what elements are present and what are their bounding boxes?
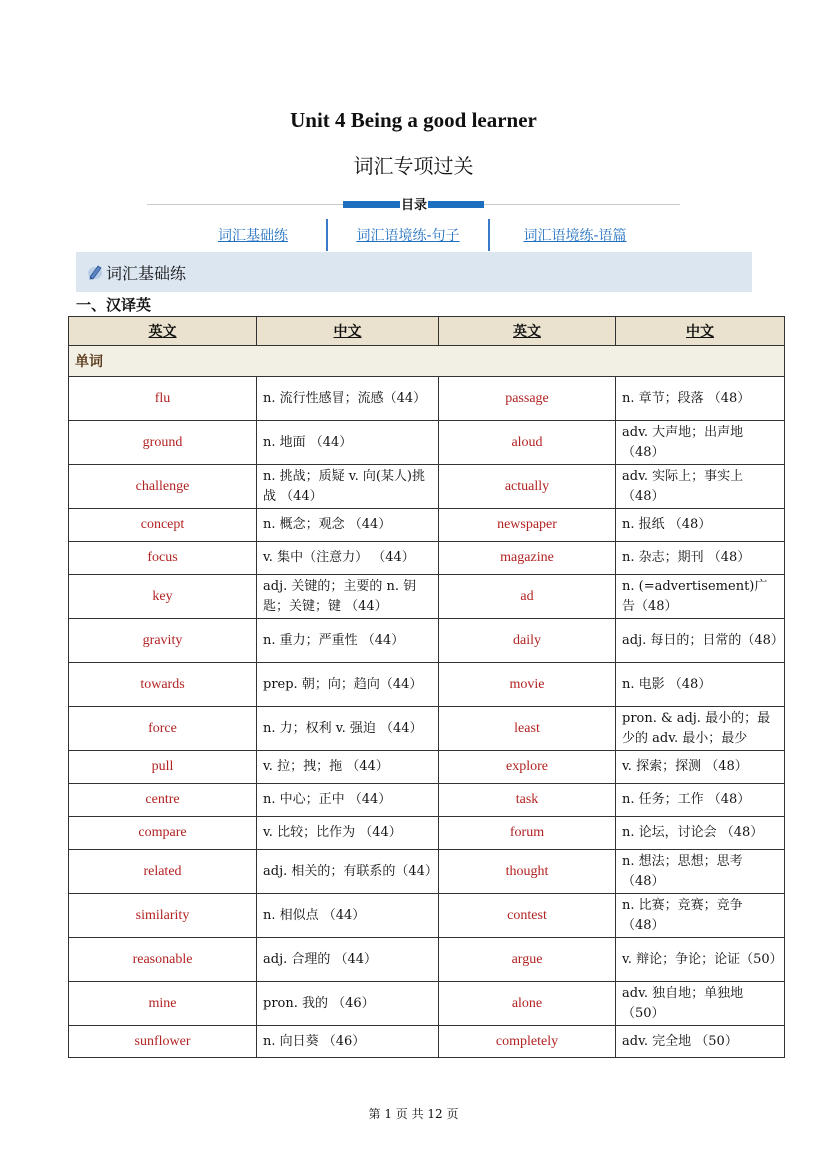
word-chinese: n. 流行性感冒；流感（44）: [257, 377, 439, 421]
word-chinese: adj. 关键的；主要的 n. 钥匙；关键；键 （44）: [257, 575, 439, 619]
table-row: [69, 850, 785, 894]
word-chinese: adv. 独自地；单独地（50）: [616, 982, 785, 1026]
word-english: concept: [69, 509, 257, 542]
table-row: [69, 575, 785, 619]
word-english: reasonable: [69, 938, 257, 982]
word-english: actually: [439, 465, 616, 509]
word-english: argue: [439, 938, 616, 982]
table-row: [69, 465, 785, 509]
word-english: key: [69, 575, 257, 619]
header-english: 英文: [439, 317, 616, 346]
word-english: similarity: [69, 894, 257, 938]
word-chinese: n. 向日葵 （46）: [257, 1026, 439, 1058]
word-english: force: [69, 707, 257, 751]
word-english: daily: [439, 619, 616, 663]
table-row: [69, 421, 785, 465]
word-chinese: n. 杂志；期刊 （48）: [616, 542, 785, 575]
word-english: related: [69, 850, 257, 894]
header-chinese: 中文: [616, 317, 785, 346]
table-row: [69, 1026, 785, 1058]
table-row: [69, 619, 785, 663]
document-subtitle: 词汇专项过关: [353, 154, 474, 178]
word-english: newspaper: [439, 509, 616, 542]
word-chinese: n. 概念；观念 （44）: [257, 509, 439, 542]
table-row: [69, 707, 785, 751]
pencil-icon: [86, 263, 104, 281]
word-english: task: [439, 784, 616, 817]
table-row: [69, 784, 785, 817]
word-english: focus: [69, 542, 257, 575]
word-english: gravity: [69, 619, 257, 663]
header-chinese: 中文: [257, 317, 439, 346]
word-english: flu: [69, 377, 257, 421]
word-english: magazine: [439, 542, 616, 575]
table-row: [69, 894, 785, 938]
word-chinese: adv. 大声地；出声地（48）: [616, 421, 785, 465]
toc-link-sentence[interactable]: 词汇语境练-句子: [356, 228, 460, 244]
header-english: 英文: [69, 317, 257, 346]
word-chinese: pron. 我的 （46）: [257, 982, 439, 1026]
word-english: thought: [439, 850, 616, 894]
word-chinese: n. 相似点 （44）: [257, 894, 439, 938]
word-chinese: adv. 实际上；事实上（48）: [616, 465, 785, 509]
table-row: [69, 542, 785, 575]
word-english: forum: [439, 817, 616, 850]
word-chinese: n. 比赛；竞赛；竞争（48）: [616, 894, 785, 938]
section-header: [76, 252, 752, 292]
table-row: [69, 509, 785, 542]
word-english: explore: [439, 751, 616, 784]
word-english: towards: [69, 663, 257, 707]
group-label: 单词: [69, 346, 785, 377]
word-chinese: n. 论坛，讨论会 （48）: [616, 817, 785, 850]
word-chinese: adj. 相关的；有联系的（44）: [257, 850, 439, 894]
word-english: least: [439, 707, 616, 751]
word-chinese: v. 比较；比作为 （44）: [257, 817, 439, 850]
toc-links: [180, 219, 660, 251]
word-chinese: v. 探索；探测 （48）: [616, 751, 785, 784]
section-title: 词汇基础练: [106, 263, 187, 283]
table-row: [69, 377, 785, 421]
word-chinese: n. 力；权利 v. 强迫 （44）: [257, 707, 439, 751]
word-english: sunflower: [69, 1026, 257, 1058]
word-chinese: n. 地面 （44）: [257, 421, 439, 465]
table-row: [69, 817, 785, 850]
word-chinese: n. 章节；段落 （48）: [616, 377, 785, 421]
part-title: 一、汉译英: [76, 296, 152, 314]
word-english: passage: [439, 377, 616, 421]
word-chinese: v. 集中（注意力） （44）: [257, 542, 439, 575]
word-english: completely: [439, 1026, 616, 1058]
word-chinese: n. 中心；正中 （44）: [257, 784, 439, 817]
word-english: ad: [439, 575, 616, 619]
table-row: [69, 751, 785, 784]
word-chinese: prep. 朝；向；趋向（44）: [257, 663, 439, 707]
word-chinese: v. 拉；拽；拖 （44）: [257, 751, 439, 784]
word-english: aloud: [439, 421, 616, 465]
table-row: [69, 938, 785, 982]
word-english: ground: [69, 421, 257, 465]
word-english: alone: [439, 982, 616, 1026]
word-english: contest: [439, 894, 616, 938]
word-chinese: n. 报纸 （48）: [616, 509, 785, 542]
word-english: challenge: [69, 465, 257, 509]
word-chinese: adv. 完全地 （50）: [616, 1026, 785, 1058]
word-english: compare: [69, 817, 257, 850]
document-title: Unit 4 Being a good learner: [290, 108, 537, 132]
word-chinese: n. 任务；工作 （48）: [616, 784, 785, 817]
word-english: movie: [439, 663, 616, 707]
table-row: [69, 982, 785, 1026]
word-chinese: n. 挑战；质疑 v. 向(某人)挑战 （44）: [257, 465, 439, 509]
word-chinese: n. 电影 （48）: [616, 663, 785, 707]
word-chinese: adj. 合理的 （44）: [257, 938, 439, 982]
word-chinese: v. 辩论；争论；论证（50）: [616, 938, 785, 982]
toc-bar-right: [427, 201, 484, 208]
vocab-table: [68, 316, 785, 1058]
word-chinese: pron. & adj. 最小的；最少的 adv. 最小；最少: [616, 707, 785, 751]
group-row: [69, 346, 785, 377]
word-chinese: adj. 每日的；日常的（48）: [616, 619, 785, 663]
word-chinese: n. (=advertisement)广告（48）: [616, 575, 785, 619]
toc-link-passage[interactable]: 词汇语境练-语篇: [523, 228, 627, 244]
word-english: pull: [69, 751, 257, 784]
word-english: centre: [69, 784, 257, 817]
word-chinese: n. 想法；思想；思考（48）: [616, 850, 785, 894]
toc-link-basic[interactable]: 词汇基础练: [218, 228, 288, 244]
table-header-row: [69, 317, 785, 346]
word-chinese: n. 重力；严重性 （44）: [257, 619, 439, 663]
toc-bar-left: [343, 201, 401, 208]
page-footer: 第 1 页 共 12 页: [368, 1107, 459, 1121]
table-row: [69, 663, 785, 707]
word-english: mine: [69, 982, 257, 1026]
toc-label: 目录: [400, 194, 428, 213]
